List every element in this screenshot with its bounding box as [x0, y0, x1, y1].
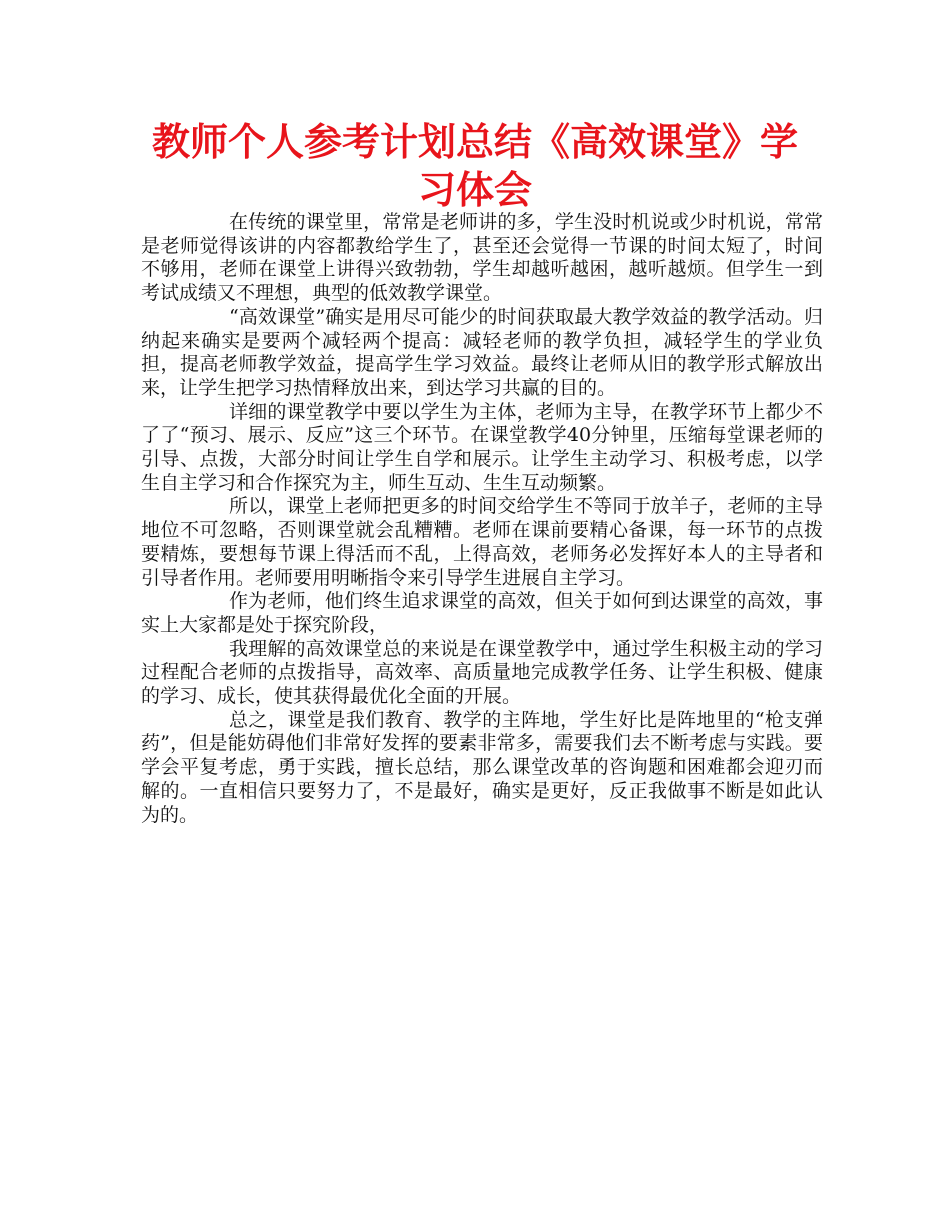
paragraph-3: 详细的课堂教学中要以学生为主体，老师为主导，在教学环节上都少不了了“预习、展示、反应”这三个环节。在课堂教学40分钟里，压缩每堂课老师的引导、点拨，大部分时间让学生自学和展示。让学生主动学习、积极考虑，以学生自主学习和合作探究为主，师生互动、生生互动频繁。 [141, 400, 823, 494]
paragraph-4: 所以，课堂上老师把更多的时间交给学生不等同于放羊子，老师的主导地位不可忽略，否则课堂就会乱糟糟。老师在课前要精心备课，每一环节的点拨要精炼，要想每节课上得活而不乱，上得高效，老师务必发挥好本人的主导者和引导者作用。老师要用明晰指令来引导学生进展自主学习。 [141, 495, 823, 589]
paragraph-2: “高效课堂”确实是用尽可能少的时间获取最大教学效益的教学活动。归纳起来确实是要两个减轻两个提高：减轻老师的教学负担，减轻学生的学业负担，提高老师教学效益，提高学生学习效益。最终让老师从旧的教学形式解放出来，让学生把学习热情释放出来，到达学习共赢的目的。 [141, 305, 823, 399]
paragraph-7: 总之，课堂是我们教育、教学的主阵地，学生好比是阵地里的“枪支弹药”，但是能妨碍他们非常好发挥的要素非常多，需要我们去不断考虑与实践。要学会平复考虑，勇于实践，擅长总结，那么课堂改革的咨询题和困难都会迎刃而解的。一直相信只要努力了，不是最好，确实是更好，反正我做事不断是如此认为的。 [141, 708, 823, 826]
document-title: 教师个人参考计划总结《高效课堂》学习体会 [151, 120, 798, 212]
paragraph-1: 在传统的课堂里，常常是老师讲的多，学生没时机说或少时机说，常常是老师觉得该讲的内容都教给学生了，甚至还会觉得一节课的时间太短了，时间不够用，老师在课堂上讲得兴致勃勃，学生却越听越困，越听越烦。但学生一到考试成绩又不理想，典型的低效教学课堂。 [141, 211, 823, 305]
paragraph-5: 作为老师，他们终生追求课堂的高效，但关于如何到达课堂的高效，事实上大家都是处于探究阶段， [141, 590, 823, 636]
paragraph-6: 我理解的高效课堂总的来说是在课堂教学中，通过学生积极主动的学习过程配合老师的点拨指导，高效率、高质量地完成教学任务、让学生积极、健康的学习、成长，使其获得最优化全面的开展。 [141, 637, 823, 708]
document-body [141, 211, 823, 827]
